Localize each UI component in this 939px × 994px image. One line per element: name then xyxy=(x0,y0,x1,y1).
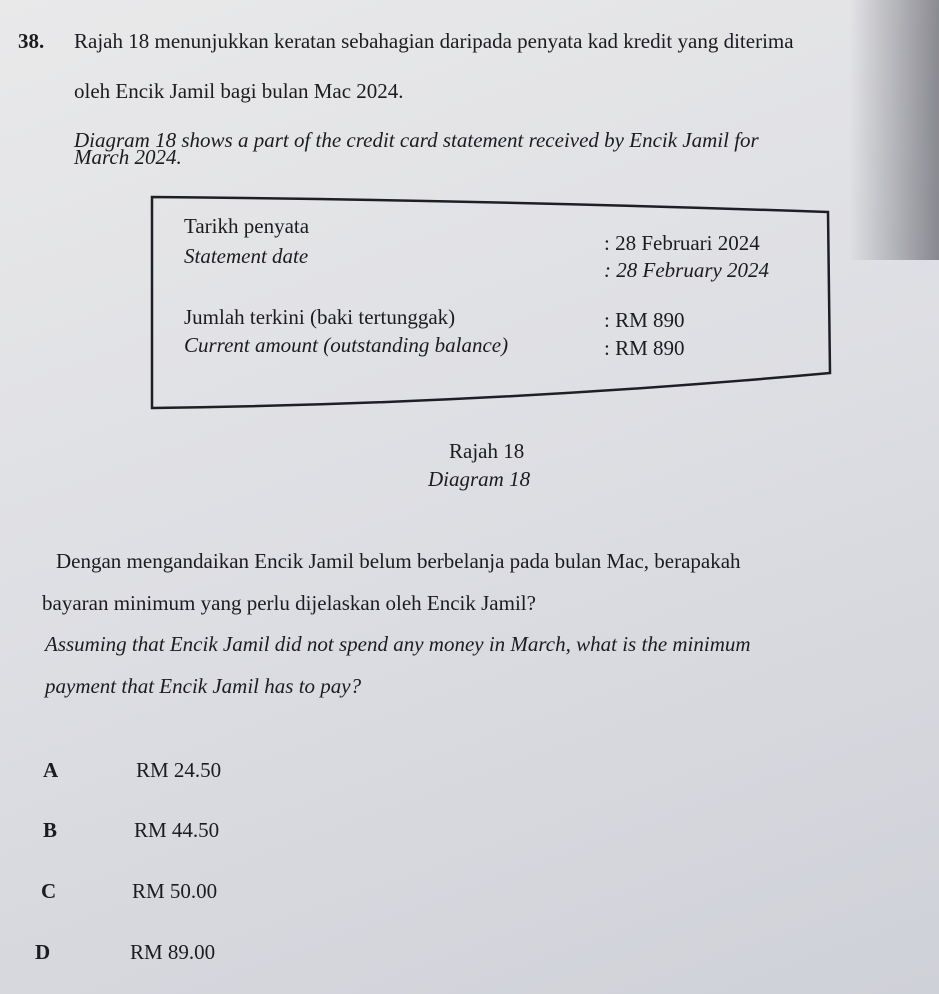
question-english-line2: March 2024. xyxy=(74,145,182,169)
option-letter: A xyxy=(43,758,59,782)
option-text: RM 44.50 xyxy=(134,818,220,842)
statement-date-value-english: : 28 February 2024 xyxy=(604,258,770,282)
statement-amount-label-english: Current amount (outstanding balance) xyxy=(184,333,509,357)
diagram-caption-english: Diagram 18 xyxy=(428,467,531,491)
option-text: RM 24.50 xyxy=(136,758,222,782)
statement-amount-label-malay: Jumlah terkini (baki tertunggak) xyxy=(184,305,456,329)
statement-amount-value-malay: : RM 890 xyxy=(604,308,685,332)
prompt-english-line2: payment that Encik Jamil has to pay? xyxy=(45,674,362,698)
option-letter: B xyxy=(43,818,58,842)
statement-date-value-malay: : 28 Februari 2024 xyxy=(604,231,760,255)
prompt-malay-line2: bayaran minimum yang perlu dijelaskan oleh Encik Jamil? xyxy=(42,591,536,615)
prompt-english-line1: Assuming that Encik Jamil did not spend any money in March, what is the minimum xyxy=(45,632,751,656)
option-letter: C xyxy=(41,879,57,903)
option-text: RM 50.00 xyxy=(132,879,218,903)
statement-date-label-malay: Tarikh penyata xyxy=(184,214,310,238)
question-number: 38. xyxy=(18,29,45,53)
prompt-malay-line1: Dengan mengandaikan Encik Jamil belum berbelanja pada bulan Mac, berapakah xyxy=(56,549,741,573)
diagram-caption-malay: Rajah 18 xyxy=(449,439,525,463)
option-text: RM 89.00 xyxy=(130,940,216,964)
option-letter: D xyxy=(35,940,51,964)
question-malay-line1: Rajah 18 menunjukkan keratan sebahagian daripada penyata kad kredit yang diterima xyxy=(74,29,794,53)
question-malay-line2: oleh Encik Jamil bagi bulan Mac 2024. xyxy=(74,79,404,103)
statement-date-label-english: Statement date xyxy=(184,244,309,268)
question-english-line1: Diagram 18 shows a part of the credit card statement received by Encik Jamil for xyxy=(74,128,759,152)
statement-amount-value-english: : RM 890 xyxy=(604,336,685,360)
